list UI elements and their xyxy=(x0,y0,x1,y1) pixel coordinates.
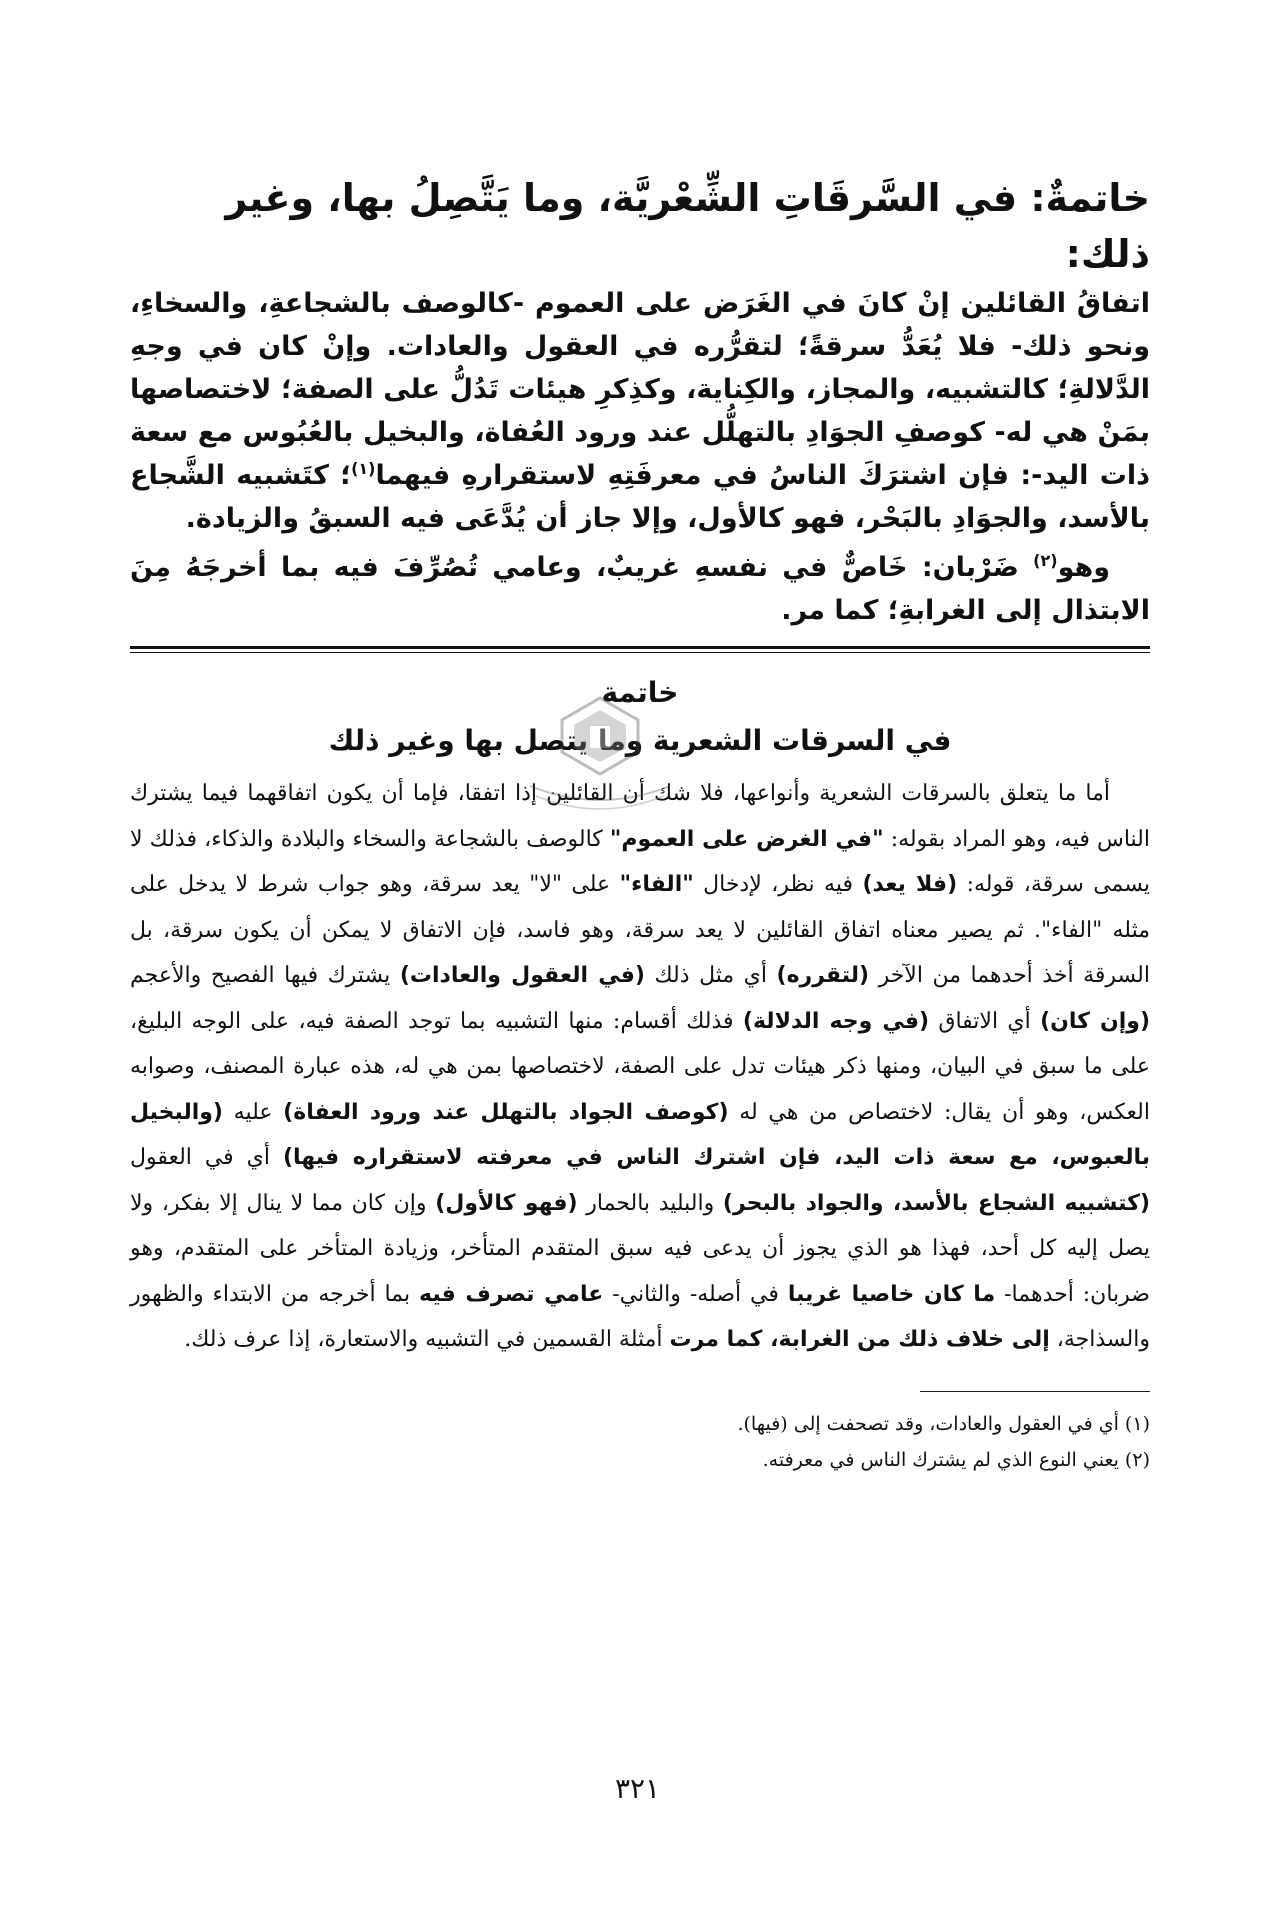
sharh-quote: (في العقول والعادات) xyxy=(399,963,645,988)
sharh-quote: ما كان خاصيا غريبا xyxy=(787,1281,996,1307)
sharh-text: يشترك فيها الفصيح والأعجم xyxy=(130,963,391,988)
matn-para2-end: ضَرْبان: خَاصٌّ في نفسهِ غريبٌ، وعامي تُصُرِّفَ فيه بما أخرجَهُ مِنَ الابتذال إلى الغرابةِ؛ كما مر. xyxy=(130,552,1150,626)
page-content xyxy=(130,170,1150,1478)
sharh-quote: (لتقرره) xyxy=(776,963,870,988)
sharh-text: فذلك أقسام: منها التشبيه بما توجد الصفة فيه، على الوجه البليغ، على ما سبق في البيان، ومنها ذكر هيئات تدل على الصفة، لاختصاصها بمن هي له، هذه عبارة المصنف، وصوابه العكس، وهو أن يقال: لاختصاص من هي له xyxy=(130,1008,1151,1125)
matn-title: خاتمةٌ: في السَّرقَاتِ الشِّعْريَّة، وما يَتَّصِلُ بها، وغير ذلك: xyxy=(225,176,1150,276)
sharh-quote: عامي تصرف فيه xyxy=(419,1281,604,1307)
sharh-quote: (فهو كالأول) xyxy=(435,1190,578,1216)
matn-text xyxy=(130,282,1150,632)
sharh-text: وإن كان مما لا ينال إلا بفكر، ولا يصل إليه كل أحد، فهذا هو الذي يجوز أن يدعى فيه سبق المتقدم المتأخر، وزيادة المتأخر على المتقدم، وهو ضربان: أحدهما- xyxy=(130,1190,1150,1307)
sharh-text: أما ما يتعلق بالسرقات الشعرية وأنواعها، فلا شك أن القائلين إذا اتفقا، فإما أن يكون اتفاقهما فيما يشترك الناس فيه، وهو المراد بقوله: xyxy=(130,781,1150,852)
sharh-text: أي في العقول xyxy=(130,1145,270,1170)
matn-paragraph-1 xyxy=(130,282,1150,540)
sharh-text: أمثلة القسمين في التشبيه والاستعارة، إذا عرف ذلك. xyxy=(184,1327,663,1352)
sharh-quote: (فلا يعد) xyxy=(862,872,958,897)
sharh-text: عليه xyxy=(233,1099,273,1125)
sharh-text: في أصله- والثاني- xyxy=(612,1281,779,1307)
footnote-divider xyxy=(920,1391,1150,1392)
matn-para2-start: وهو xyxy=(1057,552,1110,583)
sharh-paragraph xyxy=(130,771,1150,1363)
footnote-marker-1: (١) xyxy=(351,459,376,478)
sharh-quote: (وإن كان) xyxy=(1040,1008,1151,1034)
matn-paragraph-2 xyxy=(130,546,1150,632)
footnote-marker-2: (٢) xyxy=(1033,551,1058,570)
sharh-heading: خاتمة xyxy=(601,676,679,709)
sharh-text: فيه نظر، لإدخال xyxy=(703,872,853,897)
sharh-text: والبليد بالحمار xyxy=(586,1190,715,1216)
footnote-1: (١) أي في العقول والعادات، وقد تصحفت إلى (فيها). xyxy=(737,1412,1150,1435)
sharh-quote: إلى خلاف ذلك من الغرابة، كما مرت xyxy=(669,1327,1050,1352)
sharh-quote: (في وجه الدلالة) xyxy=(742,1008,930,1034)
sharh-text: بما أخرجه من الابتداء والظهور والسذاجة، xyxy=(130,1281,1150,1352)
sharh-quote: "الفاء" xyxy=(619,872,694,897)
footnotes xyxy=(130,1406,1150,1478)
footnote-2: (٢) يعني النوع الذي لم يشترك الناس في معرفته. xyxy=(762,1448,1150,1471)
section-divider xyxy=(130,646,1150,649)
matn-para1-text: اتفاقُ القائلين إنْ كانَ في الغَرَض على العموم -كالوصف بالشجاعةِ، والسخاءِ، ونحو ذلك- فلا يُعَدُّ سرقةً؛ لتقرُّره في العقول والعادات. وإنْ كان في وجهِ الدَّلالةِ؛ كالتشبيه، والمجاز، والكِناية، وكذِكرِ هيئات تَدُلُّ على الصفة؛ لاختصاصها بمَنْ هي له- كوصفِ الجوَادِ بالتهلُّل عند ورود العُفاة، والبخيل بالعُبُوس مع سعة ذات اليد-: فإن اشترَكَ الناسُ في معرفَتِهِ لاستقرارهِ فيهما xyxy=(130,288,1150,491)
sharh-subheading: في السرقات الشعرية وما يتصل بها وغير ذلك xyxy=(328,724,952,757)
section-divider-thin xyxy=(130,652,1150,653)
sharh-text: أي الاتفاق xyxy=(938,1008,1031,1034)
sharh-text: كالوصف بالشجاعة والسخاء والبلادة والذكاء، فذلك لا يسمى سرقة، قوله: xyxy=(130,826,1151,897)
sharh-quote: (والبخيل بالعبوس، مع سعة ذات اليد، فإن اشترك الناس في معرفته لاستقراره فيها) xyxy=(130,1099,1151,1170)
sharh-quote: "في الغرض على العموم" xyxy=(609,826,884,852)
page-number: ٣٢١ xyxy=(614,1772,661,1805)
sharh-text: على "لا" يعد سرقة، وهو جواب شرط لا يدخل على مثله "الفاء". ثم يصير معناه اتفاق القائلين لا يعد سرقة، وهو فاسد، فإن الاتفاق لا يمكن أن يكون سرقة، بل السرقة أخذ أحدهما من الآخر xyxy=(130,872,1150,988)
matn-para1-end: ؛ كتَشبيه الشَّجاع بالأسد، والجوَادِ بالبَحْر، فهو كالأول، وإلا جاز أن يُدَّعَى فيه السبقُ والزيادة. xyxy=(130,460,1150,534)
sharh-quote: (كتشبيه الشجاع بالأسد، والجواد بالبحر) xyxy=(722,1190,1151,1216)
sharh-text: أي مثل ذلك xyxy=(654,963,767,988)
sharh-quote: (كوصف الجواد بالتهلل عند ورود العفاة) xyxy=(283,1099,729,1125)
